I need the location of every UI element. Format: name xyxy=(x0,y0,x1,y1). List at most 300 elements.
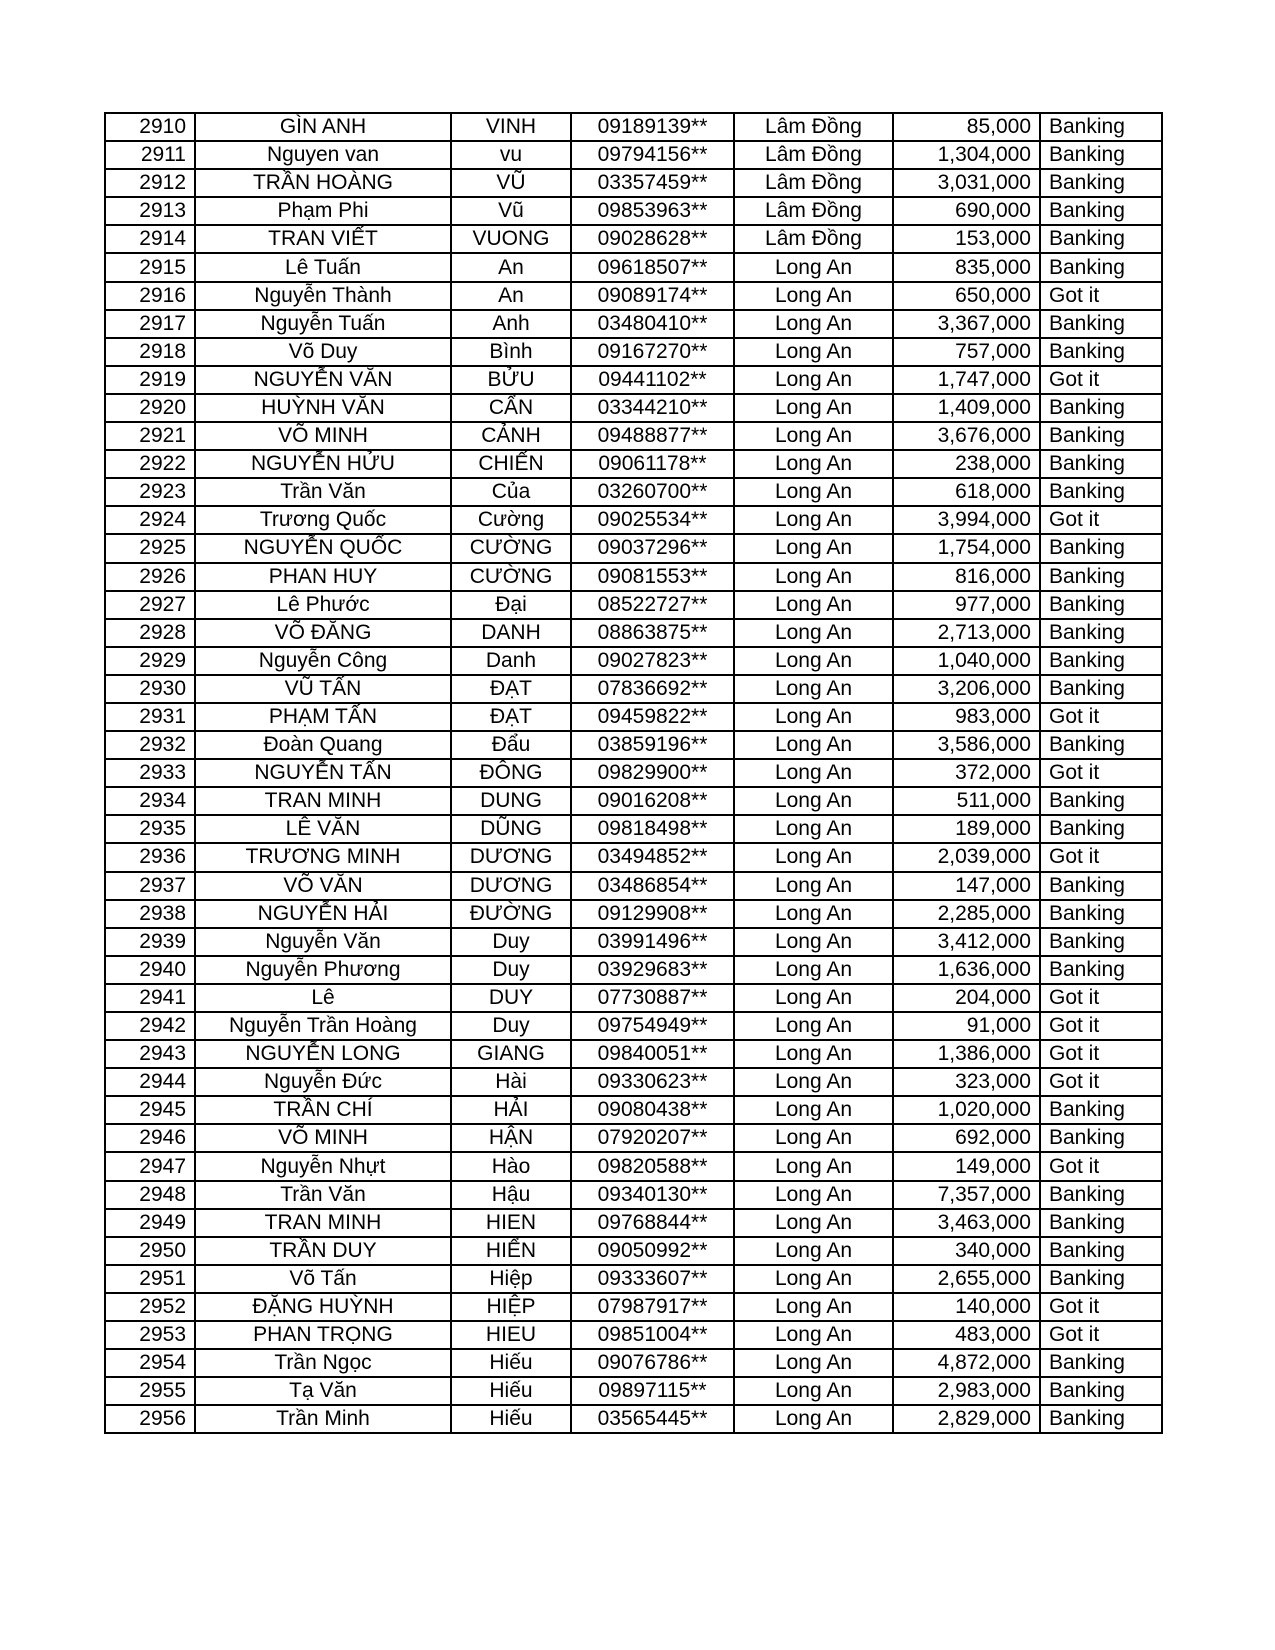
amount-cell: 3,586,000 xyxy=(893,731,1040,759)
status-cell: Got it xyxy=(1040,1040,1162,1068)
table-row xyxy=(105,1068,1162,1096)
status-cell: Banking xyxy=(1040,1405,1162,1433)
row-number-cell: 2917 xyxy=(105,310,195,338)
phone-cell: 09853963** xyxy=(571,197,734,225)
row-number-cell: 2928 xyxy=(105,619,195,647)
status-cell: Banking xyxy=(1040,928,1162,956)
amount-cell: 2,983,000 xyxy=(893,1377,1040,1405)
phone-cell: 03991496** xyxy=(571,928,734,956)
status-cell: Got it xyxy=(1040,843,1162,871)
row-number-cell: 2942 xyxy=(105,1012,195,1040)
phone-cell: 09027823** xyxy=(571,647,734,675)
amount-cell: 2,285,000 xyxy=(893,900,1040,928)
status-cell: Banking xyxy=(1040,900,1162,928)
row-number-cell: 2937 xyxy=(105,872,195,900)
first-name-cell: BỬU xyxy=(451,366,571,394)
row-number-cell: 2946 xyxy=(105,1124,195,1152)
amount-cell: 1,020,000 xyxy=(893,1096,1040,1124)
first-name-cell: Hài xyxy=(451,1068,571,1096)
table-row xyxy=(105,197,1162,225)
table-row xyxy=(105,591,1162,619)
last-name-cell: TRẦN HOÀNG xyxy=(195,169,451,197)
amount-cell: 2,655,000 xyxy=(893,1265,1040,1293)
row-number-cell: 2945 xyxy=(105,1096,195,1124)
table-row xyxy=(105,787,1162,815)
phone-cell: 09768844** xyxy=(571,1209,734,1237)
row-number-cell: 2952 xyxy=(105,1293,195,1321)
province-cell: Long An xyxy=(734,1237,893,1265)
last-name-cell: PHẠM TẤN xyxy=(195,703,451,731)
amount-cell: 1,747,000 xyxy=(893,366,1040,394)
first-name-cell: Hiệp xyxy=(451,1265,571,1293)
status-cell: Banking xyxy=(1040,225,1162,253)
amount-cell: 149,000 xyxy=(893,1152,1040,1180)
status-cell: Banking xyxy=(1040,563,1162,591)
province-cell: Long An xyxy=(734,591,893,619)
status-cell: Banking xyxy=(1040,675,1162,703)
province-cell: Long An xyxy=(734,787,893,815)
row-number-cell: 2933 xyxy=(105,759,195,787)
phone-cell: 09829900** xyxy=(571,759,734,787)
status-cell: Got it xyxy=(1040,1152,1162,1180)
province-cell: Long An xyxy=(734,450,893,478)
status-cell: Banking xyxy=(1040,647,1162,675)
amount-cell: 85,000 xyxy=(893,113,1040,141)
amount-cell: 983,000 xyxy=(893,703,1040,731)
first-name-cell: ĐẠT xyxy=(451,703,571,731)
table-row xyxy=(105,1012,1162,1040)
table-row xyxy=(105,1124,1162,1152)
first-name-cell: Danh xyxy=(451,647,571,675)
province-cell: Long An xyxy=(734,338,893,366)
first-name-cell: An xyxy=(451,282,571,310)
status-cell: Banking xyxy=(1040,1181,1162,1209)
row-number-cell: 2913 xyxy=(105,197,195,225)
status-cell: Got it xyxy=(1040,366,1162,394)
status-cell: Got it xyxy=(1040,1321,1162,1349)
first-name-cell: Hiếu xyxy=(451,1405,571,1433)
phone-cell: 09459822** xyxy=(571,703,734,731)
table-row xyxy=(105,1321,1162,1349)
last-name-cell: GÌN ANH xyxy=(195,113,451,141)
first-name-cell: VŨ xyxy=(451,169,571,197)
province-cell: Lâm Đồng xyxy=(734,197,893,225)
province-cell: Long An xyxy=(734,563,893,591)
table-row xyxy=(105,506,1162,534)
first-name-cell: HẬN xyxy=(451,1124,571,1152)
amount-cell: 189,000 xyxy=(893,815,1040,843)
table-row xyxy=(105,253,1162,281)
row-number-cell: 2914 xyxy=(105,225,195,253)
province-cell: Long An xyxy=(734,1040,893,1068)
table-row xyxy=(105,928,1162,956)
phone-cell: 09167270** xyxy=(571,338,734,366)
status-cell: Banking xyxy=(1040,141,1162,169)
first-name-cell: Vũ xyxy=(451,197,571,225)
row-number-cell: 2955 xyxy=(105,1377,195,1405)
phone-cell: 09340130** xyxy=(571,1181,734,1209)
phone-cell: 09330623** xyxy=(571,1068,734,1096)
amount-cell: 816,000 xyxy=(893,563,1040,591)
amount-cell: 690,000 xyxy=(893,197,1040,225)
first-name-cell: Của xyxy=(451,478,571,506)
first-name-cell: Bình xyxy=(451,338,571,366)
row-number-cell: 2943 xyxy=(105,1040,195,1068)
table-row xyxy=(105,338,1162,366)
table-body xyxy=(105,113,1162,1433)
first-name-cell: Hào xyxy=(451,1152,571,1180)
first-name-cell: DŨNG xyxy=(451,815,571,843)
phone-cell: 09488877** xyxy=(571,422,734,450)
phone-cell: 03357459** xyxy=(571,169,734,197)
table-row xyxy=(105,310,1162,338)
row-number-cell: 2910 xyxy=(105,113,195,141)
row-number-cell: 2934 xyxy=(105,787,195,815)
province-cell: Long An xyxy=(734,619,893,647)
last-name-cell: HUỲNH VĂN xyxy=(195,394,451,422)
row-number-cell: 2915 xyxy=(105,253,195,281)
phone-cell: 08863875** xyxy=(571,619,734,647)
first-name-cell: Hiếu xyxy=(451,1349,571,1377)
status-cell: Banking xyxy=(1040,1265,1162,1293)
status-cell: Got it xyxy=(1040,506,1162,534)
first-name-cell: DƯƠNG xyxy=(451,843,571,871)
last-name-cell: Võ Duy xyxy=(195,338,451,366)
row-number-cell: 2930 xyxy=(105,675,195,703)
first-name-cell: DUY xyxy=(451,984,571,1012)
amount-cell: 3,676,000 xyxy=(893,422,1040,450)
province-cell: Long An xyxy=(734,253,893,281)
amount-cell: 147,000 xyxy=(893,872,1040,900)
amount-cell: 91,000 xyxy=(893,1012,1040,1040)
phone-cell: 09089174** xyxy=(571,282,734,310)
table-row xyxy=(105,1096,1162,1124)
last-name-cell: Phạm Phi xyxy=(195,197,451,225)
phone-cell: 03344210** xyxy=(571,394,734,422)
status-cell: Banking xyxy=(1040,815,1162,843)
amount-cell: 3,206,000 xyxy=(893,675,1040,703)
amount-cell: 238,000 xyxy=(893,450,1040,478)
status-cell: Banking xyxy=(1040,1237,1162,1265)
phone-cell: 07987917** xyxy=(571,1293,734,1321)
last-name-cell: VÕ ĐĂNG xyxy=(195,619,451,647)
table-row xyxy=(105,1237,1162,1265)
table-row xyxy=(105,563,1162,591)
table-row xyxy=(105,225,1162,253)
amount-cell: 1,304,000 xyxy=(893,141,1040,169)
phone-cell: 09076786** xyxy=(571,1349,734,1377)
row-number-cell: 2929 xyxy=(105,647,195,675)
status-cell: Banking xyxy=(1040,338,1162,366)
status-cell: Banking xyxy=(1040,394,1162,422)
row-number-cell: 2925 xyxy=(105,534,195,562)
status-cell: Got it xyxy=(1040,1012,1162,1040)
last-name-cell: Nguyễn Công xyxy=(195,647,451,675)
last-name-cell: Trần Văn xyxy=(195,478,451,506)
row-number-cell: 2922 xyxy=(105,450,195,478)
last-name-cell: Nguyễn Tuấn xyxy=(195,310,451,338)
phone-cell: 09081553** xyxy=(571,563,734,591)
amount-cell: 340,000 xyxy=(893,1237,1040,1265)
first-name-cell: Đẩu xyxy=(451,731,571,759)
phone-cell: 09080438** xyxy=(571,1096,734,1124)
row-number-cell: 2920 xyxy=(105,394,195,422)
row-number-cell: 2935 xyxy=(105,815,195,843)
first-name-cell: GIANG xyxy=(451,1040,571,1068)
row-number-cell: 2941 xyxy=(105,984,195,1012)
province-cell: Long An xyxy=(734,647,893,675)
amount-cell: 692,000 xyxy=(893,1124,1040,1152)
province-cell: Long An xyxy=(734,731,893,759)
phone-cell: 09794156** xyxy=(571,141,734,169)
phone-cell: 09061178** xyxy=(571,450,734,478)
last-name-cell: Nguyễn Văn xyxy=(195,928,451,956)
row-number-cell: 2936 xyxy=(105,843,195,871)
status-cell: Got it xyxy=(1040,1293,1162,1321)
last-name-cell: Võ Tấn xyxy=(195,1265,451,1293)
amount-cell: 1,386,000 xyxy=(893,1040,1040,1068)
province-cell: Long An xyxy=(734,1349,893,1377)
last-name-cell: TRAN MINH xyxy=(195,787,451,815)
province-cell: Long An xyxy=(734,1096,893,1124)
status-cell: Banking xyxy=(1040,478,1162,506)
status-cell: Got it xyxy=(1040,984,1162,1012)
province-cell: Long An xyxy=(734,506,893,534)
province-cell: Long An xyxy=(734,1293,893,1321)
row-number-cell: 2950 xyxy=(105,1237,195,1265)
first-name-cell: Anh xyxy=(451,310,571,338)
last-name-cell: Nguyễn Nhựt xyxy=(195,1152,451,1180)
province-cell: Long An xyxy=(734,984,893,1012)
phone-cell: 09037296** xyxy=(571,534,734,562)
table-row xyxy=(105,534,1162,562)
row-number-cell: 2932 xyxy=(105,731,195,759)
status-cell: Banking xyxy=(1040,534,1162,562)
last-name-cell: NGUYỄN HẢI xyxy=(195,900,451,928)
table-row xyxy=(105,619,1162,647)
last-name-cell: LÊ VĂN xyxy=(195,815,451,843)
row-number-cell: 2918 xyxy=(105,338,195,366)
last-name-cell: Lê xyxy=(195,984,451,1012)
phone-cell: 03929683** xyxy=(571,956,734,984)
last-name-cell: TRAN VIẾT xyxy=(195,225,451,253)
phone-cell: 07836692** xyxy=(571,675,734,703)
province-cell: Long An xyxy=(734,843,893,871)
last-name-cell: VÕ MINH xyxy=(195,1124,451,1152)
last-name-cell: NGUYỄN LONG xyxy=(195,1040,451,1068)
row-number-cell: 2919 xyxy=(105,366,195,394)
row-number-cell: 2927 xyxy=(105,591,195,619)
last-name-cell: TRƯƠNG MINH xyxy=(195,843,451,871)
amount-cell: 140,000 xyxy=(893,1293,1040,1321)
last-name-cell: Trần Minh xyxy=(195,1405,451,1433)
last-name-cell: Đoàn Quang xyxy=(195,731,451,759)
last-name-cell: NGUYỄN HỬU xyxy=(195,450,451,478)
last-name-cell: ĐẶNG HUỲNH xyxy=(195,1293,451,1321)
last-name-cell: TRAN MINH xyxy=(195,1209,451,1237)
first-name-cell: DƯƠNG xyxy=(451,872,571,900)
row-number-cell: 2947 xyxy=(105,1152,195,1180)
last-name-cell: Nguyễn Phương xyxy=(195,956,451,984)
first-name-cell: Duy xyxy=(451,956,571,984)
status-cell: Banking xyxy=(1040,591,1162,619)
status-cell: Banking xyxy=(1040,956,1162,984)
province-cell: Lâm Đồng xyxy=(734,225,893,253)
province-cell: Long An xyxy=(734,1377,893,1405)
first-name-cell: CẢNH xyxy=(451,422,571,450)
row-number-cell: 2923 xyxy=(105,478,195,506)
amount-cell: 3,463,000 xyxy=(893,1209,1040,1237)
row-number-cell: 2949 xyxy=(105,1209,195,1237)
row-number-cell: 2921 xyxy=(105,422,195,450)
last-name-cell: Nguyen van xyxy=(195,141,451,169)
status-cell: Banking xyxy=(1040,787,1162,815)
last-name-cell: Lê Phước xyxy=(195,591,451,619)
last-name-cell: Trần Ngọc xyxy=(195,1349,451,1377)
province-cell: Long An xyxy=(734,1321,893,1349)
phone-cell: 09025534** xyxy=(571,506,734,534)
row-number-cell: 2924 xyxy=(105,506,195,534)
phone-cell: 09441102** xyxy=(571,366,734,394)
province-cell: Long An xyxy=(734,759,893,787)
phone-cell: 03480410** xyxy=(571,310,734,338)
table-row xyxy=(105,141,1162,169)
row-number-cell: 2926 xyxy=(105,563,195,591)
first-name-cell: HIỆP xyxy=(451,1293,571,1321)
table-row xyxy=(105,703,1162,731)
table-row xyxy=(105,984,1162,1012)
table-row xyxy=(105,1405,1162,1433)
province-cell: Long An xyxy=(734,282,893,310)
last-name-cell: Lê Tuấn xyxy=(195,253,451,281)
phone-cell: 09050992** xyxy=(571,1237,734,1265)
table-row xyxy=(105,900,1162,928)
first-name-cell: HIEN xyxy=(451,1209,571,1237)
status-cell: Got it xyxy=(1040,282,1162,310)
row-number-cell: 2938 xyxy=(105,900,195,928)
status-cell: Banking xyxy=(1040,422,1162,450)
province-cell: Long An xyxy=(734,928,893,956)
row-number-cell: 2948 xyxy=(105,1181,195,1209)
phone-cell: 09129908** xyxy=(571,900,734,928)
first-name-cell: ĐƯỜNG xyxy=(451,900,571,928)
first-name-cell: Duy xyxy=(451,1012,571,1040)
phone-cell: 03260700** xyxy=(571,478,734,506)
phone-cell: 03494852** xyxy=(571,843,734,871)
phone-cell: 09754949** xyxy=(571,1012,734,1040)
table-row xyxy=(105,956,1162,984)
row-number-cell: 2939 xyxy=(105,928,195,956)
table-row xyxy=(105,1040,1162,1068)
province-cell: Lâm Đồng xyxy=(734,113,893,141)
amount-cell: 204,000 xyxy=(893,984,1040,1012)
first-name-cell: HIEU xyxy=(451,1321,571,1349)
amount-cell: 1,040,000 xyxy=(893,647,1040,675)
amount-cell: 977,000 xyxy=(893,591,1040,619)
first-name-cell: vu xyxy=(451,141,571,169)
last-name-cell: Nguyễn Trần Hoàng xyxy=(195,1012,451,1040)
status-cell: Banking xyxy=(1040,169,1162,197)
status-cell: Banking xyxy=(1040,1096,1162,1124)
province-cell: Long An xyxy=(734,872,893,900)
amount-cell: 618,000 xyxy=(893,478,1040,506)
last-name-cell: Nguyễn Thành xyxy=(195,282,451,310)
first-name-cell: Đại xyxy=(451,591,571,619)
last-name-cell: Tạ Văn xyxy=(195,1377,451,1405)
table-row xyxy=(105,366,1162,394)
first-name-cell: CHIẾN xyxy=(451,450,571,478)
last-name-cell: NGUYỄN TẤN xyxy=(195,759,451,787)
first-name-cell: CƯỜNG xyxy=(451,534,571,562)
table-row xyxy=(105,282,1162,310)
table-row xyxy=(105,394,1162,422)
province-cell: Long An xyxy=(734,366,893,394)
phone-cell: 09189139** xyxy=(571,113,734,141)
last-name-cell: Trần Văn xyxy=(195,1181,451,1209)
amount-cell: 2,039,000 xyxy=(893,843,1040,871)
province-cell: Lâm Đồng xyxy=(734,141,893,169)
first-name-cell: DUNG xyxy=(451,787,571,815)
amount-cell: 3,994,000 xyxy=(893,506,1040,534)
province-cell: Long An xyxy=(734,422,893,450)
first-name-cell: Duy xyxy=(451,928,571,956)
row-number-cell: 2916 xyxy=(105,282,195,310)
province-cell: Long An xyxy=(734,478,893,506)
row-number-cell: 2931 xyxy=(105,703,195,731)
status-cell: Banking xyxy=(1040,731,1162,759)
phone-cell: 09840051** xyxy=(571,1040,734,1068)
table-row xyxy=(105,450,1162,478)
amount-cell: 4,872,000 xyxy=(893,1349,1040,1377)
row-number-cell: 2940 xyxy=(105,956,195,984)
phone-cell: 09028628** xyxy=(571,225,734,253)
amount-cell: 323,000 xyxy=(893,1068,1040,1096)
status-cell: Banking xyxy=(1040,253,1162,281)
amount-cell: 2,829,000 xyxy=(893,1405,1040,1433)
first-name-cell: DANH xyxy=(451,619,571,647)
amount-cell: 1,409,000 xyxy=(893,394,1040,422)
amount-cell: 372,000 xyxy=(893,759,1040,787)
last-name-cell: TRẦN DUY xyxy=(195,1237,451,1265)
first-name-cell: ĐẠT xyxy=(451,675,571,703)
province-cell: Long An xyxy=(734,1265,893,1293)
status-cell: Banking xyxy=(1040,197,1162,225)
province-cell: Long An xyxy=(734,956,893,984)
province-cell: Long An xyxy=(734,900,893,928)
row-number-cell: 2912 xyxy=(105,169,195,197)
province-cell: Long An xyxy=(734,1068,893,1096)
table-row xyxy=(105,872,1162,900)
first-name-cell: ĐÔNG xyxy=(451,759,571,787)
table-row xyxy=(105,675,1162,703)
last-name-cell: PHAN HUY xyxy=(195,563,451,591)
last-name-cell: PHAN TRỌNG xyxy=(195,1321,451,1349)
table-row xyxy=(105,1377,1162,1405)
first-name-cell: Hậu xyxy=(451,1181,571,1209)
table-row xyxy=(105,843,1162,871)
table-row xyxy=(105,1209,1162,1237)
phone-cell: 09851004** xyxy=(571,1321,734,1349)
row-number-cell: 2956 xyxy=(105,1405,195,1433)
first-name-cell: CƯỜNG xyxy=(451,563,571,591)
phone-cell: 09897115** xyxy=(571,1377,734,1405)
province-cell: Long An xyxy=(734,534,893,562)
status-cell: Got it xyxy=(1040,1068,1162,1096)
last-name-cell: Nguyễn Đức xyxy=(195,1068,451,1096)
row-number-cell: 2953 xyxy=(105,1321,195,1349)
table-row xyxy=(105,1293,1162,1321)
phone-cell: 09016208** xyxy=(571,787,734,815)
